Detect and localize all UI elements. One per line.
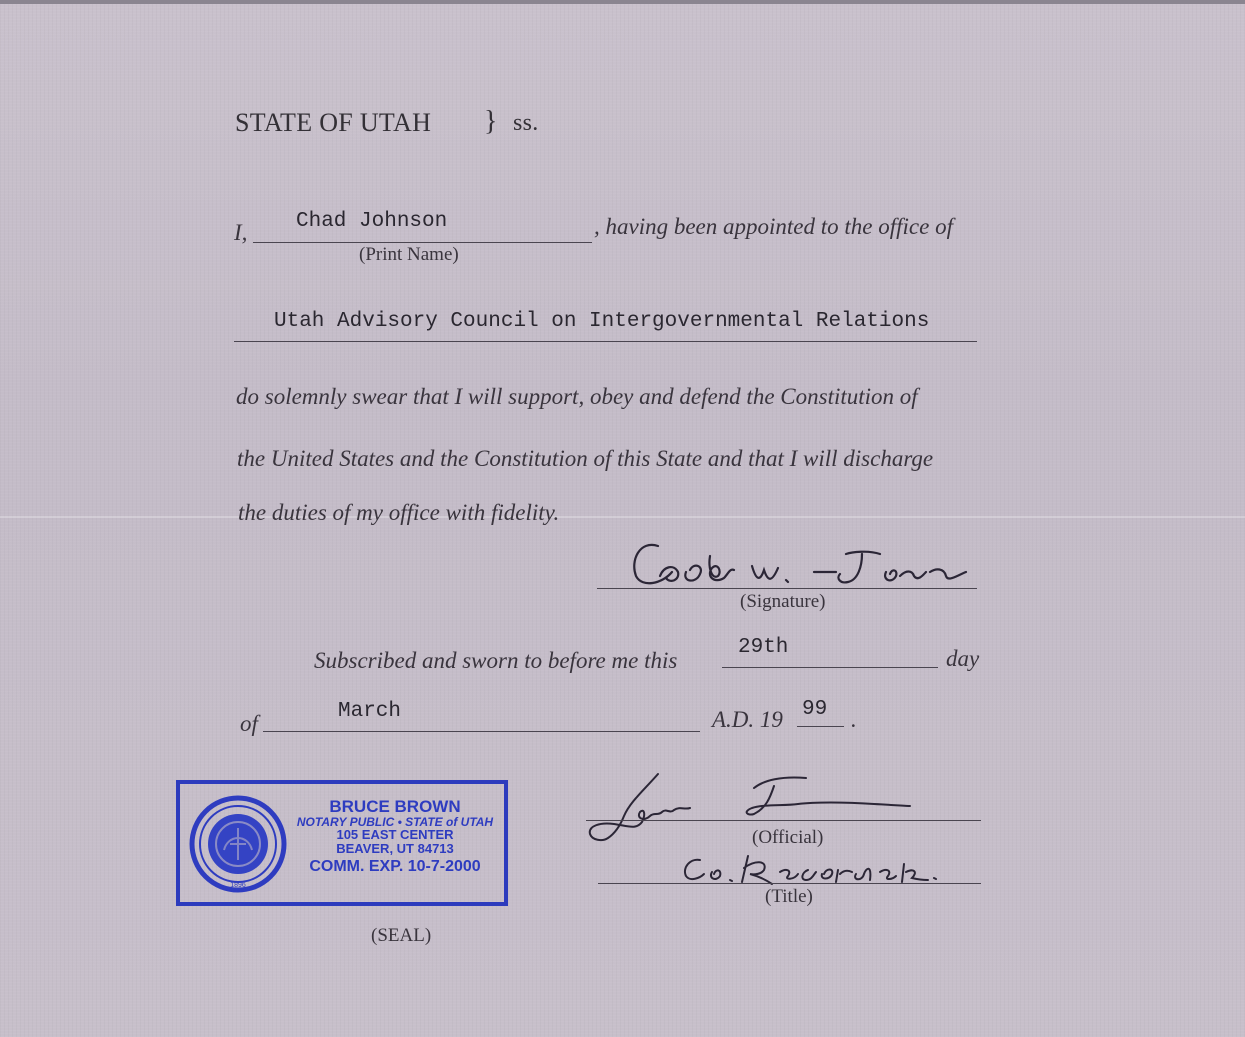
official-caption: (Official): [752, 827, 824, 848]
day-underline: [722, 667, 938, 668]
oath-prefix: I,: [234, 220, 248, 245]
oath-line-1: do solemnly swear that I will support, obey and defend the Constitution of: [236, 384, 918, 409]
notary-seal-emblem: [188, 794, 288, 894]
year-underline: [797, 726, 844, 727]
state-brace: }: [484, 106, 498, 137]
seal-caption: (SEAL): [371, 925, 432, 946]
day-label: day: [946, 646, 980, 671]
top-edge: [0, 0, 1245, 4]
svg-text:1896: 1896: [230, 882, 246, 889]
stamp-notary-name: BRUCE BROWN: [329, 797, 461, 816]
ss-label: ss.: [513, 110, 539, 136]
print-name-caption: (Print Name): [359, 244, 459, 265]
title-underline: [598, 883, 981, 884]
subscribed-year: 99: [802, 698, 828, 721]
notary-stamp: [176, 780, 508, 906]
paper-fold: [0, 516, 1245, 518]
handwritten-signature: [600, 532, 985, 596]
ad-label: A.D. 19: [712, 707, 783, 732]
oath-line-3: the duties of my office with fidelity.: [238, 500, 560, 525]
of-label: of: [240, 711, 258, 736]
subscribed-month: March: [338, 700, 402, 723]
subscribed-day: 29th: [738, 636, 789, 659]
stamp-notary-title: NOTARY PUBLIC • STATE of UTAH: [296, 814, 494, 829]
stamp-commission: COMM. EXP. 10-7-2000: [309, 857, 481, 875]
office-name: Utah Advisory Council on Intergovernmental Relations: [274, 310, 930, 333]
stamp-text-block: [290, 798, 500, 876]
title-caption: (Title): [765, 886, 813, 907]
signature-underline: [597, 588, 977, 589]
subscribed-text: Subscribed and sworn to before me this: [314, 648, 678, 673]
signature-caption: (Signature): [740, 591, 826, 612]
oath-line-2: the United States and the Constitution of this State and that I will discharge: [237, 446, 934, 471]
official-title-handwriting: [676, 850, 946, 890]
name-underline: [253, 242, 592, 243]
stamp-city: BEAVER, UT 84713: [336, 841, 454, 857]
stamp-address: 105 EAST CENTER: [336, 827, 454, 843]
year-period: .: [851, 707, 857, 732]
state-heading: STATE OF UTAH: [235, 108, 432, 137]
official-underline: [586, 820, 981, 821]
appointed-text: , having been appointed to the office of: [594, 214, 953, 239]
month-underline: [263, 731, 700, 732]
printed-name: Chad Johnson: [296, 210, 448, 233]
office-underline: [234, 341, 977, 342]
